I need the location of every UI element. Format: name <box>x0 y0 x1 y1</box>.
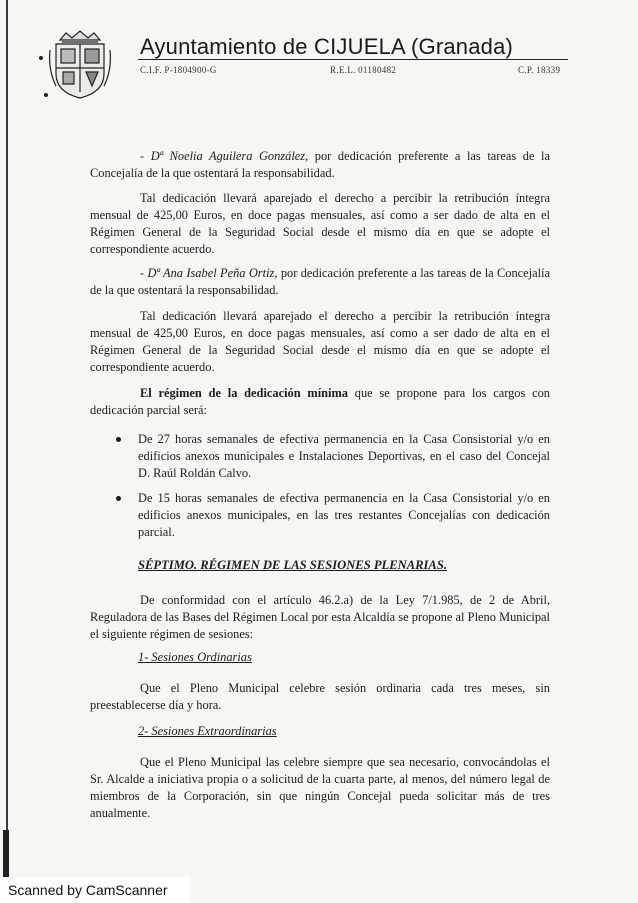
paragraph-text: , por dedicación preferente a las tareas de la Concejalía de la que ostentará la responsabilidad. <box>90 149 551 180</box>
list-item-text: De 15 horas semanales de efectiva permanencia en la Casa Consistorial y/o en edificios anexos municipales, en las tres restantes Concejalías con dedicación parcial. <box>138 491 550 539</box>
paragraph-text: Que el Pleno Municipal celebre sesión ordinaria cada tres meses, sin preestablecerse día y hora. <box>90 681 550 712</box>
bullet-icon <box>116 437 121 442</box>
paragraph-retribution-2 <box>90 308 550 376</box>
scan-edge-shadow <box>3 830 9 880</box>
paragraph-retribution-1 <box>90 190 550 258</box>
municipality-title: Ayuntamiento de CIJUELA (Granada) <box>140 34 514 59</box>
subheading-ordinary: 1- Sesiones Ordinarias <box>138 650 252 664</box>
paragraph-minimum-dedication <box>90 385 550 419</box>
person-name: - Dª Ana Isabel Peña Ortiz <box>140 266 275 280</box>
scanner-watermark: Scanned by CamScanner <box>0 877 190 903</box>
header-postal-code: C.P. 18339 <box>518 65 561 75</box>
bullet-icon <box>116 496 121 501</box>
paragraph-extraordinary-sessions <box>90 754 550 822</box>
header-rel: R.E.L. 01180482 <box>330 65 397 75</box>
section-heading: SÉPTIMO. RÉGIMEN DE LAS SESIONES PLENARIAS. <box>138 558 447 572</box>
paragraph-text: Tal dedicación llevará aparejado el derecho a percibir la retribución íntegra mensual de 425,00 Euros, en doce pagas mensuales, así como a ser dado de alta en el Régimen General de la Seguridad Social desde el mismo día en que se adopte el correspondiente acuerdo. <box>90 309 550 374</box>
bold-phrase: El régimen de la dedicación mínima <box>140 386 348 400</box>
list-item-text: De 27 horas semanales de efectiva permanencia en la Casa Consistorial y/o en edificios anexos municipales e Instalaciones Deportivas, en el caso del Concejal D. Raúl Roldán Calvo. <box>138 432 550 480</box>
header-underline <box>138 59 568 60</box>
paragraph-ana-isabel <box>90 265 550 299</box>
paragraph-text: De conformidad con el artículo 46.2.a) de la Ley 7/1.985, de 2 de Abril, Reguladora de las Bases del Régimen Local por esta Alcaldía se propone al Pleno Municipal el siguiente régimen de sesiones: <box>90 593 550 641</box>
header-cif: C.I.F. P-1804900-G <box>140 65 217 75</box>
subheading-extraordinary: 2- Sesiones Extraordinarias <box>138 724 277 738</box>
paragraph-sessions-intro <box>90 592 550 643</box>
coat-of-arms-logo <box>46 30 114 100</box>
scan-edge-line <box>6 0 8 903</box>
person-name: - Dª Noelia Aguilera González <box>140 149 306 163</box>
paragraph-text: Tal dedicación llevará aparejado el derecho a percibir la retribución íntegra mensual de 425,00 Euros, en doce pagas mensuales, así como a ser dado de alta en el Régimen General de la Seguridad Social desde el mismo día en que se adopte el correspondiente acuerdo. <box>90 191 550 256</box>
scan-speck <box>39 56 43 60</box>
paragraph-text: que se propone para los cargos con dedicación parcial será: <box>90 386 550 417</box>
paragraph-text: Que el Pleno Municipal las celebre siempre que sea necesario, convocándolas el Sr. Alcalde a iniciativa propia o a solicitud de la cuarta parte, al menos, del número legal de miembros de la Corporación, sin que ningún Concejal pueda solicitar más de tres anualmente. <box>90 755 550 820</box>
paragraph-text: , por dedicación preferente a las tareas de la Concejalía de la que ostentará la responsabilidad. <box>90 266 551 297</box>
paragraph-noelia <box>90 148 550 182</box>
paragraph-ordinary-sessions <box>90 680 550 714</box>
